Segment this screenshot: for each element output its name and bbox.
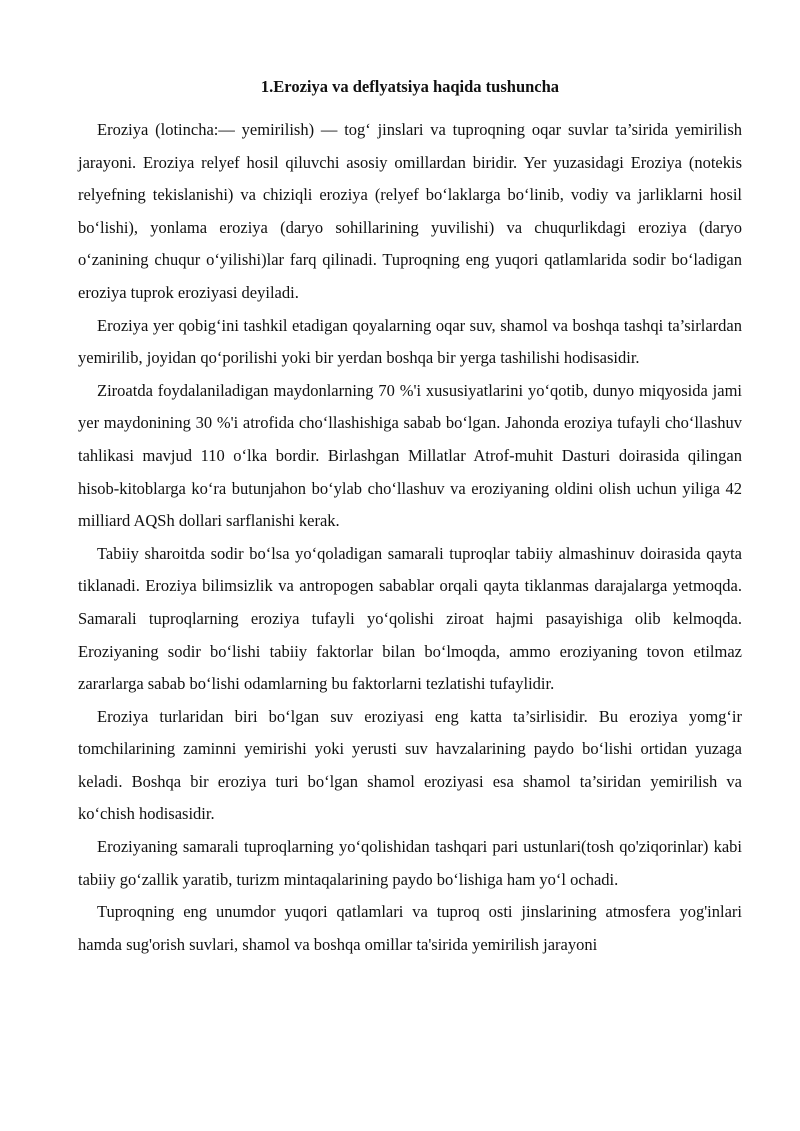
paragraph-erosion-types: Eroziya turlaridan biri bo‘lgan suv eroziyasi eng katta ta’sirlisidir. Bu eroziya yomg‘ir tomchilarining zaminni yemirishi yoki yerusti suv havzalarining paydo bo‘lishi ortidan yuzaga keladi. Boshqa bir eroziya turi bo‘lgan shamol eroziyasi esa shamol ta’siridan yemirilish va ko‘chish hodisasidir. xyxy=(78,706,742,824)
paragraph-soil-layers: Tuproqning eng unumdor yuqori qatlamlari va tuproq osti jinslarining atmosfera yog'inlari hamda sug'orish suvlari, shamol va boshqa omillar ta'sirida yemirilish jarayoni xyxy=(78,902,742,954)
paragraph-natural-conditions: Tabiiy sharoitda sodir bo‘lsa yo‘qoladigan samarali tuproqlar tabiiy almashinuv doirasida qayta tiklanadi. Eroziya bilimsizlik va antropogen sabablar orqali qayta tiklanmas darajalarga yetmoqda. Samarali tuproqlarning eroziya tufayli yo‘qolishi ziroat hajmi pasayishiga olib kelmoqda. Eroziyaning sodir bo‘lishi tabiiy faktorlar bilan bo‘lmoqda, ammo eroziyaning tovon etilmaz zararlarga sabab bo‘lishi odamlarning bu faktorlarni tezlatishi tufaylidir. xyxy=(78,543,742,694)
paragraph-natural-beauty: Eroziyaning samarali tuproqlarning yo‘qolishidan tashqari pari ustunlari(tosh qo'ziqorinlar) kabi tabiiy go‘zallik yaratib, turizm mintaqalarining paydo bo‘lishiga ham yo‘l ochadi. xyxy=(78,837,742,889)
paragraph-erosion-definition: Eroziya (lotincha:— yemirilish) — tog‘ jinslari va tuproqning oqar suvlar ta’sirida yemirilish jarayoni. Eroziya relyef hosil qiluvchi asosiy omillardan biridir. Yer yuzasidagi Eroziya (notekis relyefning tekislanishi) va chiziqli eroziya (relyef bo‘laklarga bo‘linib, vodiy va jarliklarni hosil bo‘lishi), yonlama eroziya (daryo sohillarining yuvilishi) va chuqurlikdagi eroziya (daryo o‘zanining chuqur o‘yilishi)lar farq qilinadi. Tuproqning eng yuqori qatlamlarida sodir bo‘ladigan eroziya tuprok eroziyasi deyiladi. xyxy=(78,120,742,302)
document-title: 1.Eroziya va deflyatsiya haqida tushuncha xyxy=(260,77,560,96)
paragraph-agriculture-statistics: Ziroatda foydalaniladigan maydonlarning 70 %'i xususiyatlarini yo‘qotib, dunyo miqyosida jami yer maydonining 30 %'i atrofida cho‘llashishiga sabab bo‘lgan. Jahonda eroziya tufayli cho‘llashuv tahlikasi mavjud 110 o‘lka bordir. Birlashgan Millatlar Atrof-muhit Dasturi doirasida qilingan hisob-kitoblarga ko‘ra butunjahon bo‘ylab cho‘llashuv va eroziyaning oldini olish uchun yiliga 42 milliard AQSh dollari sarflanishi kerak. xyxy=(78,380,742,531)
paragraph-earth-crust: Eroziya yer qobig‘ini tashkil etadigan qoyalarning oqar suv, shamol va boshqa tashqi ta’sirlardan yemirilib, joyidan qo‘porilishi yoki bir yerdan boshqa bir yerga tashilishi hodisasidir. xyxy=(78,315,742,368)
document-page xyxy=(78,72,742,961)
